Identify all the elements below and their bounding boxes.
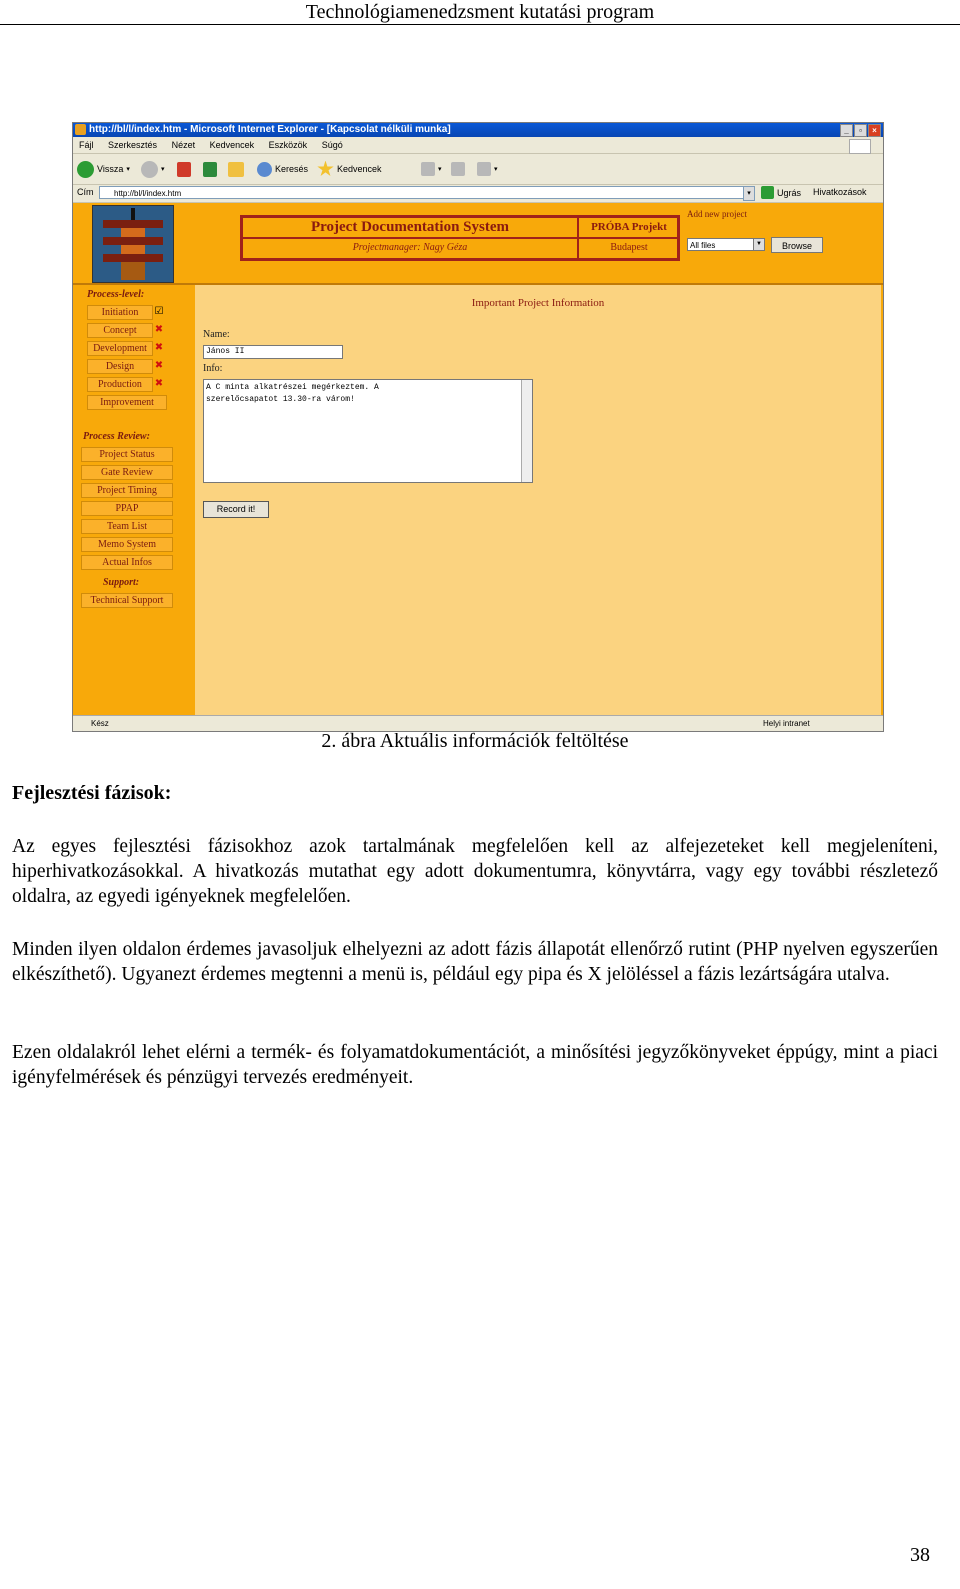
favorites-button[interactable] xyxy=(317,159,382,179)
sidebar-item-team-list[interactable]: Team List xyxy=(81,519,173,534)
section-title: Fejlesztési fázisok: xyxy=(12,782,172,804)
address-label: Cím xyxy=(77,187,94,197)
browser-screenshot xyxy=(72,122,884,732)
back-label: Vissza xyxy=(97,164,124,174)
edit-button[interactable]: ▾ xyxy=(477,159,498,179)
sidebar-item-production[interactable]: Production xyxy=(87,377,153,392)
menu-bar xyxy=(73,138,883,154)
go-label: Ugrás xyxy=(777,187,802,198)
maximize-icon[interactable]: ▫ xyxy=(854,124,867,137)
paragraph: Az egyes fejlesztési fázisokhoz azok tartalmának megfelelően kell az alfejezeteket kell megjeleníteni, hiperhivatkozásokkal. A hivatkozás mutathat egy adott dokumentumra, könyvtárra, vagy egy további részletező oldalra, az egyedi igényeknek megfelelően. xyxy=(12,836,938,907)
process-review-heading: Process Review: xyxy=(83,431,150,442)
page-number: 38 xyxy=(910,1544,930,1566)
running-header: Technológiamenedzsment kutatási program xyxy=(305,1,655,23)
stop-button[interactable] xyxy=(177,159,191,179)
paragraph: Minden ilyen oldalon érdemes javasoljuk elhelyezni az adott fázis állapotát ellenőrző rutint (PHP nyelven egyszerűen elkészíthető). Ugyanezt érdemes megtenni a menü is, például egy pipa és X jelöléssel a fázis lezártságára utalva. xyxy=(12,939,938,985)
refresh-icon xyxy=(203,162,217,177)
sidebar-item-development[interactable]: Development xyxy=(87,341,153,356)
menu-file[interactable]: Fájl xyxy=(79,140,94,150)
sidebar-item-design[interactable]: Design xyxy=(87,359,153,374)
add-project-link[interactable]: Add new project xyxy=(687,209,747,219)
close-icon[interactable]: × xyxy=(868,124,881,137)
project-name: PRÓBA Projekt xyxy=(591,221,667,233)
check-icon: ☑ xyxy=(154,306,164,317)
home-button[interactable] xyxy=(228,159,244,179)
x-mark-icon: ✖ xyxy=(154,360,164,371)
info-label: Info: xyxy=(203,363,223,374)
pagoda-logo xyxy=(92,205,174,283)
address-dropdown-icon[interactable]: ▾ xyxy=(743,186,755,201)
sidebar-item-project-timing[interactable]: Project Timing xyxy=(81,483,173,498)
go-arrow-icon xyxy=(761,186,774,199)
back-button[interactable]: Vissza ▾ xyxy=(77,159,130,179)
stop-icon xyxy=(177,162,191,177)
sidebar-item-project-status[interactable]: Project Status xyxy=(81,447,173,462)
window-titlebar xyxy=(73,123,883,137)
mail-button[interactable]: ▾ xyxy=(421,159,442,179)
name-field[interactable]: János II xyxy=(203,345,343,359)
minimize-icon[interactable]: _ xyxy=(840,124,853,137)
x-mark-icon: ✖ xyxy=(154,342,164,353)
windows-logo-icon xyxy=(849,139,871,154)
sidebar-item-gate-review[interactable]: Gate Review xyxy=(81,465,173,480)
record-button[interactable]: Record it! xyxy=(203,501,269,518)
search-button[interactable] xyxy=(257,159,308,179)
browse-button[interactable]: Browse xyxy=(771,237,823,253)
edit-icon xyxy=(477,162,491,176)
menu-edit[interactable]: Szerkesztés xyxy=(108,140,158,150)
sidebar xyxy=(73,285,193,715)
content-title: Important Project Information xyxy=(471,297,605,309)
info-textarea[interactable] xyxy=(203,379,533,483)
sidebar-item-improvement[interactable]: Improvement xyxy=(87,395,167,410)
window-title: http://bl/l/index.htm - Microsoft Internet Explorer - [Kapcsolat nélküli munka] xyxy=(89,124,451,135)
process-level-heading: Process-level: xyxy=(87,289,145,300)
paragraph: Ezen oldalakról lehet elérni a termék- és folyamatdokumentációt, a minősítési jegyzőkönyveket éppúgy, mint a piaci igényfelmérések és pénzügyi tervezés eredményeit. xyxy=(12,1042,938,1088)
x-mark-icon: ✖ xyxy=(154,378,164,389)
scrollbar[interactable] xyxy=(521,380,532,482)
file-select-value: All files xyxy=(690,241,716,250)
content-panel xyxy=(195,285,881,715)
project-city: Budapest xyxy=(610,242,648,253)
address-bar xyxy=(73,185,883,203)
toolbar xyxy=(73,154,883,185)
app-title: Project Documentation System xyxy=(310,219,509,235)
search-icon xyxy=(257,162,272,177)
sidebar-item-ppap[interactable]: PPAP xyxy=(81,501,173,516)
forward-arrow-icon xyxy=(141,161,158,178)
forward-button[interactable]: ▾ xyxy=(141,159,165,179)
search-label: Keresés xyxy=(275,164,309,174)
star-icon xyxy=(317,161,334,178)
figure-caption: 2. ábra Aktuális információk feltöltése xyxy=(321,730,629,752)
print-icon xyxy=(451,162,465,176)
back-arrow-icon xyxy=(77,161,94,178)
print-button[interactable] xyxy=(451,159,465,179)
refresh-button[interactable] xyxy=(203,159,217,179)
go-button[interactable] xyxy=(761,186,801,199)
menu-help[interactable]: Súgó xyxy=(321,140,343,150)
zone-text: Helyi intranet xyxy=(763,719,810,728)
sidebar-item-initiation[interactable]: Initiation xyxy=(87,305,153,320)
home-icon xyxy=(228,162,244,177)
sidebar-item-actual-infos[interactable]: Actual Infos xyxy=(81,555,173,570)
favorites-label: Kedvencek xyxy=(337,164,382,174)
web-page xyxy=(73,203,883,715)
project-manager: Projectmanager: Nagy Géza xyxy=(352,242,468,253)
file-select[interactable] xyxy=(687,238,765,251)
name-label: Name: xyxy=(203,329,230,340)
status-text: Kész xyxy=(91,719,109,728)
menu-view[interactable]: Nézet xyxy=(171,140,196,150)
links-label[interactable]: Hivatkozások xyxy=(813,187,867,197)
menu-tools[interactable]: Eszközök xyxy=(268,140,308,150)
sidebar-item-concept[interactable]: Concept xyxy=(87,323,153,338)
header-rule xyxy=(0,24,960,25)
info-text: A C minta alkatrészei megérkeztem. A szerelőcsapatot 13.30-ra várom! xyxy=(206,383,379,404)
chevron-down-icon: ▼ xyxy=(753,239,764,250)
address-input[interactable]: http://bl/l/index.htm xyxy=(99,186,751,199)
ie-icon xyxy=(75,124,86,135)
sidebar-item-memo-system[interactable]: Memo System xyxy=(81,537,173,552)
project-header-box xyxy=(240,215,680,261)
menu-favorites[interactable]: Kedvencek xyxy=(209,140,255,150)
sidebar-item-technical-support[interactable]: Technical Support xyxy=(81,593,173,608)
support-heading: Support: xyxy=(103,577,140,588)
mail-icon xyxy=(421,162,435,176)
x-mark-icon: ✖ xyxy=(154,324,164,335)
